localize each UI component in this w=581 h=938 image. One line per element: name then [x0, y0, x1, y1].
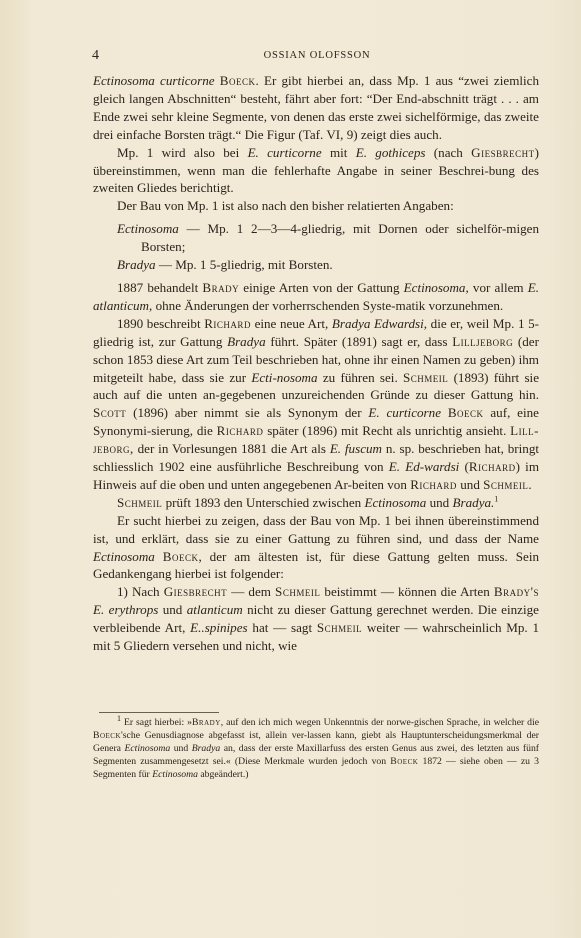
paragraph: Mp. 1 wird also bei E. curticorne mit E. gothiceps (nach Giesbrecht) übereinstimmen, wenn man die fehlerhafte Angabe in seiner Beschrei-bung des zweiten Gliedes berichtigt. — [93, 144, 539, 196]
list-item: Ectinosoma — Mp. 1 2—3—4-gliedrig, mit Dornen oder sichelför-migen Borsten; — [117, 221, 539, 255]
footnote-text: $^1$ Er sagt hierbei: »Brady, auf den ich mich wegen Unkenntnis der norwe-gischen Sprache, in welcher die Boeck'sche Genusdiagnose abgefasst ist, allein ver-lassen kann, giebt als Hauptunterscheidungsmerkmal der Genera Ectinosoma und Bradya an, dass der erste Maxillarfuss des ersten Genus aus zwei, des letzten aus fünf Segmenten zusammengesetzt sei.« (Diese Merkmale wurden jedoch von Boeck 1872 — siehe oben — zu 3 Segmenten für Ectinosoma abgeändert.) — [93, 713, 540, 780]
author-name: Brady — [202, 279, 240, 295]
list-item: Bradya — Mp. 1 5-gliedrig, mit Borsten. — [117, 257, 333, 273]
page-number: 4 — [92, 48, 99, 63]
taxon-name: Ectinosoma curticorne — [93, 73, 215, 88]
paragraph: 1887 behandelt Brady einige Arten von der Gattung Ectinosoma, vor allem E. atlanticum, ohne Änderungen der vorherrschenden Syste-matik vorzunehmen. — [93, 279, 540, 313]
author-name: Boeck — [219, 73, 256, 88]
paragraph: Er sucht hierbei zu zeigen, dass der Bau von Mp. 1 bei ihnen übereinstimmend ist, und erklärt, dass sie zu einer Gattung zu führen sind, und dass der Name Ectinosoma Boeck, der am ältesten ist, für diese Gattung gelten muss. Sein Gedankengang hierbei ist folgender: — [93, 512, 540, 582]
structure-list — [117, 220, 539, 274]
taxon-name: E. gothiceps — [355, 144, 426, 160]
paragraph: Ectinosoma curticorne Boeck. Er gibt hierbei an, dass Mp. 1 aus “zwei ziemlich gleich langen Abschnitten“ besteht, fährt aber fort: “Der End-abschnitt trägt . . . am Ende zwei sehr kleine Segmente, von denen das erste zwei sichelförmige, das zweite drei einfache Borsten trägt.“ Die Figur (Taf. VI, 9) zeigt dies auch. — [93, 73, 540, 142]
footnote — [93, 713, 540, 782]
author-name: Giesbrecht — [471, 144, 535, 160]
main-text — [93, 72, 539, 655]
paragraph: Schmeil prüft 1893 den Unterschied zwischen Ectinosoma und Bradya.$^1$ — [117, 494, 499, 510]
page-header — [92, 48, 542, 64]
paragraph: 1890 beschreibt Richard eine neue Art, Bradya Edwardsi, die er, weil Mp. 1 5-gliedrig ist, zur Gattung Bradya führt. Später (1891) sagt er, dass Lilljeborg (der schon 1853 diese Art zum Teil beschrieben hat, ohne ihr einen Namen zu geben) ihm mitgeteilt habe, dass sie zur Ecti-nosoma zu führen sei. Schmeil (1893) führt sie auch auf die unten an-gegebenen unzureichenden Gründe zu dieser Gattung hin. Scott (1896) aber nimmt sie als Synonym der E. curticorne Boeck auf, eine Synonymi-sierung, die Richard später (1896) mit Recht als unrichtig ansieht. Lill-jeborg, der in Vorlesungen 1881 die Art als E. fuscum n. sp. beschrieben hat, bringt schliesslich 1902 eine ausführliche Beschreibung von E. Ed-wardsi (Richard) im Hinweis auf die oben und unten angegebenen Ar-beiten von Richard und Schmeil. — [93, 315, 540, 492]
paragraph: 1) Nach Giesbrecht — dem Schmeil beistimmt — können die Arten Brady's E. erythrops und atlanticum nicht zu dieser Gattung gerechnet werden. Die einzige verbleibende Art, E..spinipes hat — sagt Schmeil weiter — wahrscheinlich Mp. 1 mit 5 Gliedern versehen und nicht, wie — [93, 584, 540, 654]
taxon-name: E. curticorne — [247, 144, 322, 160]
footnote-mark: 1 — [117, 713, 121, 723]
footnote-ref: 1 — [494, 494, 499, 504]
running-head: OSSIAN OLOFSSON — [263, 50, 371, 61]
paragraph: Der Bau von Mp. 1 ist also nach den bisher relatierten Angaben: — [117, 198, 454, 214]
